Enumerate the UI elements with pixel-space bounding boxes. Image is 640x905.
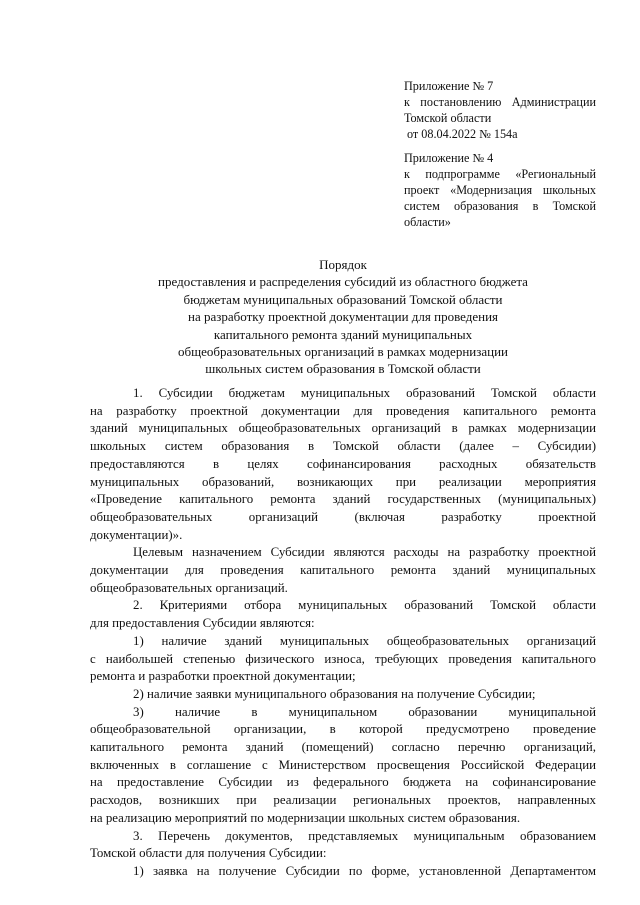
appendix-4-line: Приложение № 4: [404, 151, 494, 165]
body-line: документации)».: [90, 527, 183, 542]
body-line: 1) заявка на получение Субсидии по форме, установленной Департаментом: [133, 863, 596, 878]
appendix-4-line: систем образования в Томской: [404, 199, 596, 213]
appendix-7-line: к постановлению Администрации: [404, 95, 596, 109]
body-line: школьных систем образования в Томской области (далее – Субсидии): [90, 439, 596, 454]
body-line: расходов, возникших при реализации региональных проектов, направленных: [90, 793, 596, 808]
body-line: «Проведение капитального ремонта зданий государственных (муниципальных): [90, 492, 596, 507]
body-line: общеобразовательной организации, в которой предусмотрено проведение: [90, 722, 596, 737]
body-line: 2) наличие заявки муниципального образования на получение Субсидии;: [133, 686, 536, 701]
title-line: общеобразовательных организаций в рамках модернизации: [177, 344, 509, 360]
appendix-4-line: к подпрограмме «Региональный: [404, 167, 596, 181]
title-line: на разработку проектной документации для проведения: [187, 309, 499, 325]
body-line: документации для проведения капитального ремонта зданий муниципальных: [90, 563, 596, 578]
appendix-7-line: от 08.04.2022 № 154а: [407, 127, 518, 141]
body-line: 1. Субсидии бюджетам муниципальных образований Томской области: [133, 386, 596, 400]
body-line: зданий муниципальных общеобразовательных организаций в рамках модернизации: [90, 421, 596, 436]
appendix-4-line: проект «Модернизация школьных: [404, 183, 596, 197]
body-line: общеобразовательных организаций.: [90, 580, 288, 595]
body-line: для предоставления Субсидии являются:: [90, 616, 315, 631]
body-line: 3) наличие в муниципальном образовании муниципальной: [133, 704, 596, 719]
body-line: 1) наличие зданий муниципальных общеобразовательных организаций: [133, 633, 596, 648]
body-line: на реализацию мероприятий по модернизации школьных систем образования.: [90, 810, 521, 825]
body-line: на предоставление Субсидии из федерального бюджета на софинансирование: [90, 775, 596, 790]
appendix-4-block: [404, 150, 596, 230]
body-line: Томской области для получения Субсидии:: [90, 846, 327, 861]
body-line: включенных в соглашение с Министерством просвещения Российской Федерации: [90, 757, 596, 772]
appendix-7-line: Томской области: [404, 111, 492, 125]
body-line: на разработку проектной документации для проведения капитального ремонта: [90, 403, 596, 418]
appendix-4-line: области»: [404, 215, 451, 229]
body-line: с наибольшей степенью физического износа, требующих проведения капитального: [90, 651, 596, 666]
body-line: капитального ремонта зданий (помещений) согласно перечню организаций,: [90, 740, 596, 755]
body-line: общеобразовательных организаций (включая разработку проектной: [90, 509, 596, 524]
body-line: 3. Перечень документов, представляемых муниципальным образованием: [133, 828, 596, 843]
body-line: Целевым назначением Субсидии являются расходы на разработку проектной: [133, 545, 596, 560]
body-line: муниципальных образований, возникающих при реализации мероприятия: [90, 474, 596, 489]
title-line: капитального ремонта зданий муниципальных: [213, 326, 473, 342]
appendix-7-line: Приложение № 7: [404, 79, 494, 93]
title-line: бюджетам муниципальных образований Томской области: [183, 291, 503, 307]
title-line: Порядок: [319, 257, 367, 272]
document-title: [90, 256, 596, 378]
title-line: предоставления и распределения субсидий из областного бюджета: [158, 274, 528, 290]
body-line: 2. Критериями отбора муниципальных образований Томской области: [133, 598, 596, 613]
body-line: ремонта и разработки проектной документации;: [90, 669, 356, 684]
appendix-7-block: [404, 78, 596, 142]
document-body: [90, 385, 596, 881]
title-line: школьных систем образования в Томской области: [205, 361, 481, 377]
body-line: предоставляются в целях софинансирования расходных обязательств: [90, 456, 596, 471]
